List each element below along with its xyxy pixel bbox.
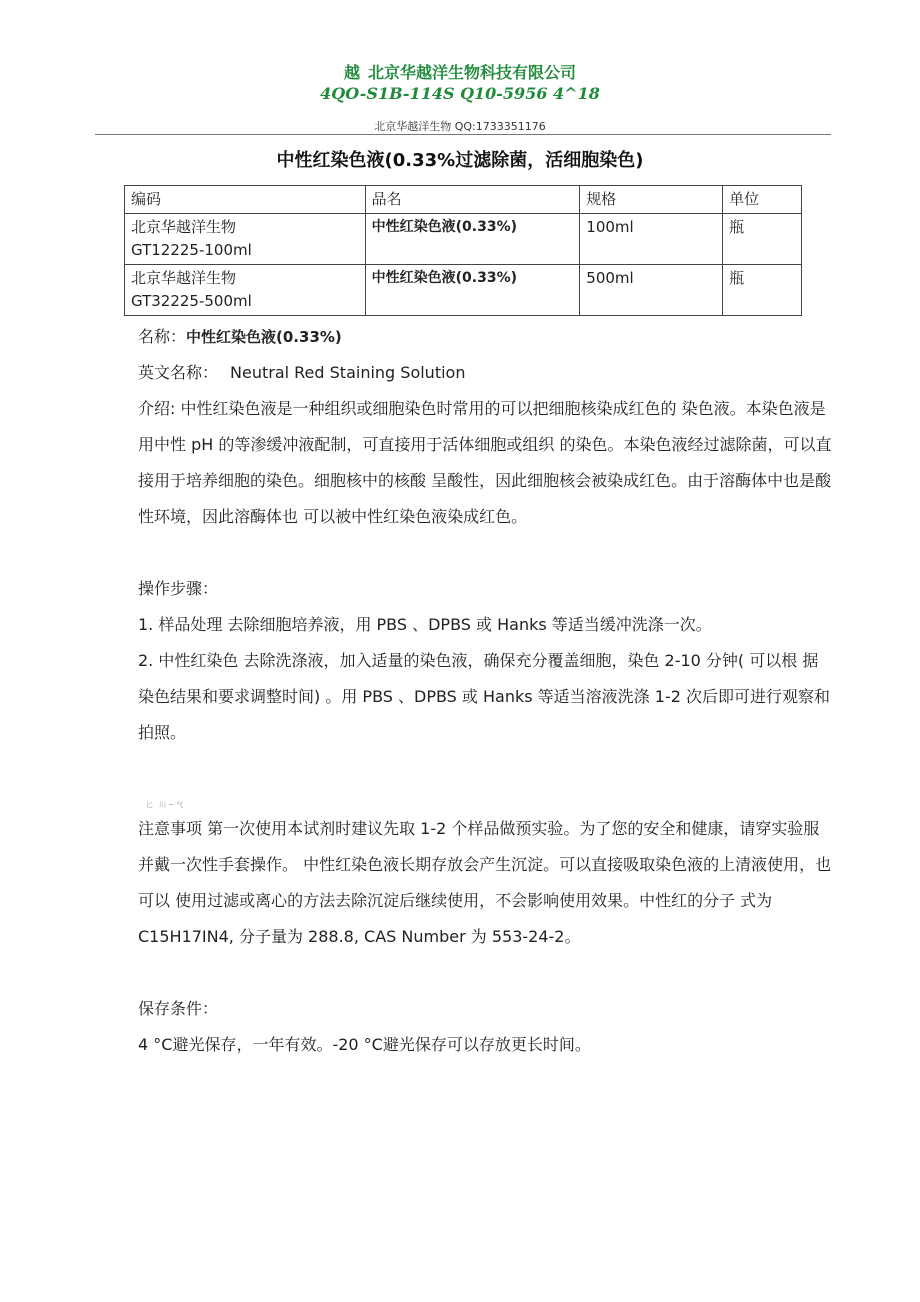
company-name: 北京华越洋生物科技有限公司 [368,63,577,82]
cell-spec: 100ml [580,214,723,265]
page-title: 中性红染色液(0.33%过滤除菌，活细胞染色) [276,150,644,171]
name-value: 中性红染色液(0.33%) [186,328,342,346]
cell-unit: 瓶 [723,214,802,265]
intro-paragraph: 介绍: 中性红染色液是一种组织或细胞染色时常用的可以把细胞核染成红色的 染色液。本染色液是用中性 pH 的等渗缓冲液配制，可直接用于活体细胞或组织 的染色。本染色液经过滤除菌，可以直接用于培养细胞的染色。细胞核中的核酸 呈酸性，因此细胞核会被染成红色。由于溶酶体中也是酸性环境，因此溶酶体也 可以被中性红染色液染成红色。 [138,399,832,526]
step-1: 1. 样品处理 去除细胞培养液，用 PBS 、DPBS 或 Hanks 等适当缓冲洗涤一次。 [138,615,712,634]
cell-unit: 瓶 [723,265,802,316]
code-supplier: 北京华越洋生物 [131,218,237,236]
col-header-name: 品名 [365,186,580,214]
storage-text: 4 °C避光保存，一年有效。-20 °C避光保存可以存放更长时间。 [138,1035,591,1054]
company-logo [0,62,920,104]
name-label: 名称： [138,327,187,346]
header-divider [95,134,831,135]
en-value: Neutral Red Staining Solution [230,363,466,382]
col-header-spec: 规格 [580,186,723,214]
step-2: 2. 中性红染色 去除洗涤液，加入适量的染色液，确保充分覆盖细胞，染色 2-10 分钟( 可以根 据染色结果和要求调整时间) 。用 PBS 、DPBS 或 Hanks 等适当溶液洗涤 1-2 次后即可进行观察和拍照。 [138,651,830,742]
subheader: 北京华越洋生物 QQ:1733351176 [374,120,546,133]
table-row [125,265,802,316]
cell-spec: 500ml [580,265,723,316]
col-header-code: 编码 [125,186,366,214]
steps-label: 操作步骤： [138,579,219,598]
product-name-line [138,319,832,355]
notes-paragraph: 注意事项 第一次使用本试剂时建议先取 1-2 个样品做预实验。为了您的安全和健康，请穿实验服并戴一次性手套操作。 中性红染色液长期存放会产生沉淀。可以直接吸取染色液的上清液使用，也可以 使用过滤或离心的方法去除沉淀后继续使用，不会影响使用效果。中性红的分子 式为 C15H17IN4, 分子量为 288.8, CAS Number 为 553-24-2。 [138,819,832,946]
code-number: GT32225-500ml [131,292,252,310]
cell-name: 中性红染色液(0.33%) [365,265,580,316]
table-header-row [125,186,802,214]
product-table [124,185,802,316]
cell-code [125,265,366,316]
faint-stamp: 匕 川~气 [146,801,186,809]
code-number: GT12225-100ml [131,241,252,259]
english-name-line [138,355,832,391]
code-supplier: 北京华越洋生物 [131,269,237,287]
company-phone: 4QO-S1B-114S Q10-5956 4^18 [320,84,600,103]
col-header-unit: 单位 [723,186,802,214]
logo-mark: 越 [343,63,360,82]
cell-name: 中性红染色液(0.33%) [365,214,580,265]
storage-label: 保存条件： [138,999,219,1018]
table-row [125,214,802,265]
cell-code [125,214,366,265]
company-header [0,62,920,84]
en-label: 英文名称： [138,363,219,382]
